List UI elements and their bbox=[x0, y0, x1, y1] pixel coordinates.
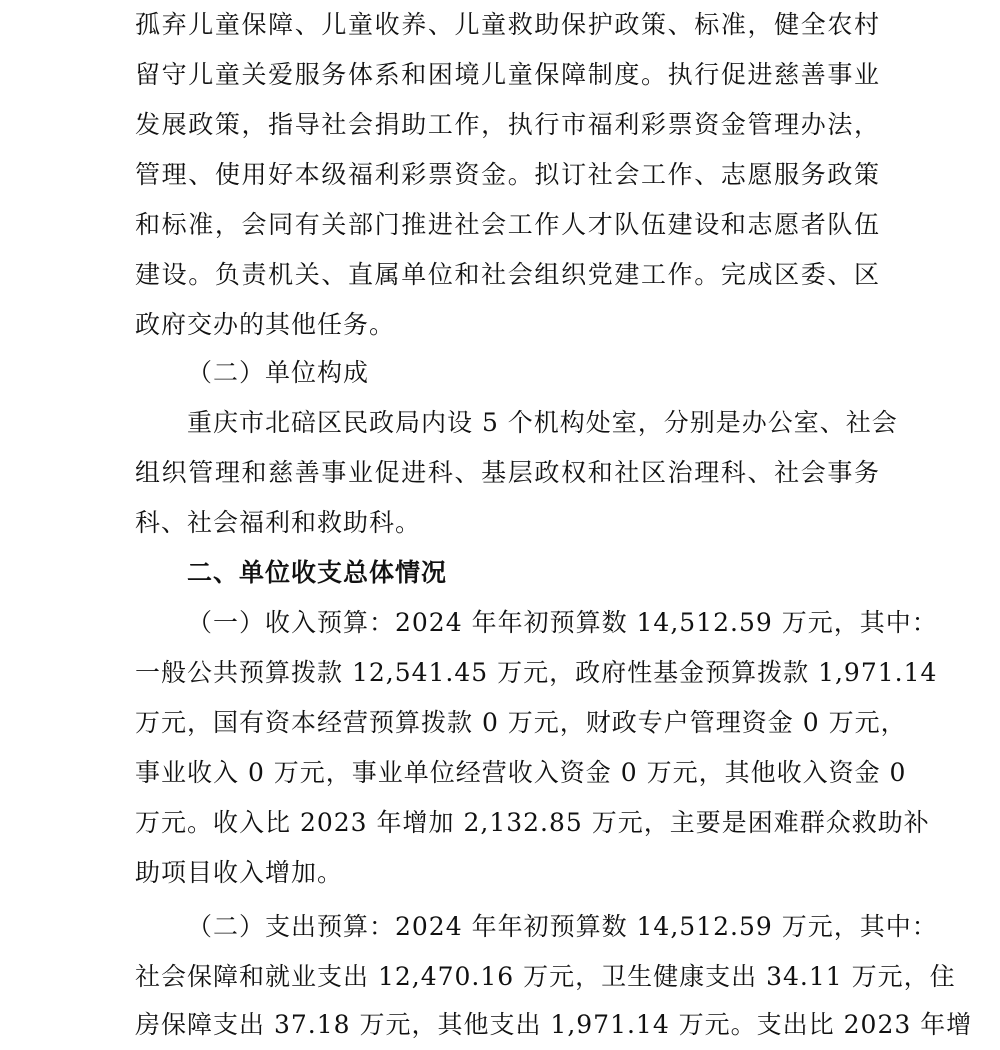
paragraph-line: 助项目收入增加。 bbox=[135, 858, 344, 887]
paragraph-line: 房保障支出 37.18 万元，其他支出 1,971.14 万元。支出比 2023 年增 bbox=[135, 1010, 973, 1039]
paragraph-line: 组织管理和慈善事业促进科、基层政权和社区治理科、社会事务 bbox=[135, 458, 880, 487]
paragraph-line: 建设。负责机关、直属单位和社会组织党建工作。完成区委、区 bbox=[135, 260, 880, 289]
paragraph-line: 留守儿童关爱服务体系和困境儿童保障制度。执行促进慈善事业 bbox=[135, 60, 880, 89]
paragraph-line: 社会保障和就业支出 12,470.16 万元，卫生健康支出 34.11 万元，住 bbox=[135, 962, 956, 991]
paragraph-line: 一般公共预算拨款 12,541.45 万元，政府性基金预算拨款 1,971.14 bbox=[135, 658, 938, 687]
paragraph-line: 和标准，会同有关部门推进社会工作人才队伍建设和志愿者队伍 bbox=[135, 210, 880, 239]
paragraph-line: 管理、使用好本级福利彩票资金。拟订社会工作、志愿服务政策 bbox=[135, 160, 880, 189]
paragraph-line: （一）收入预算：2024 年年初预算数 14,512.59 万元，其中： bbox=[187, 608, 938, 637]
paragraph-line: （二）支出预算：2024 年年初预算数 14,512.59 万元，其中： bbox=[187, 912, 938, 941]
section-heading: 二、单位收支总体情况 bbox=[187, 558, 448, 587]
paragraph-line: 科、社会福利和救助科。 bbox=[135, 508, 422, 537]
paragraph-line: 孤弃儿童保障、儿童收养、儿童救助保护政策、标准，健全农村 bbox=[135, 10, 880, 39]
paragraph-line: 发展政策，指导社会捐助工作，执行市福利彩票资金管理办法， bbox=[135, 110, 880, 139]
section-subheading: （二）单位构成 bbox=[187, 358, 370, 387]
paragraph-line: 政府交办的其他任务。 bbox=[135, 310, 396, 339]
paragraph-line: 重庆市北碚区民政局内设 5 个机构处室，分别是办公室、社会 bbox=[187, 408, 898, 437]
paragraph-line: 事业收入 0 万元，事业单位经营收入资金 0 万元，其他收入资金 0 bbox=[135, 758, 907, 787]
paragraph-line: 万元，国有资本经营预算拨款 0 万元，财政专户管理资金 0 万元， bbox=[135, 708, 907, 737]
paragraph-line: 万元。收入比 2023 年增加 2,132.85 万元，主要是困难群众救助补 bbox=[135, 808, 930, 837]
